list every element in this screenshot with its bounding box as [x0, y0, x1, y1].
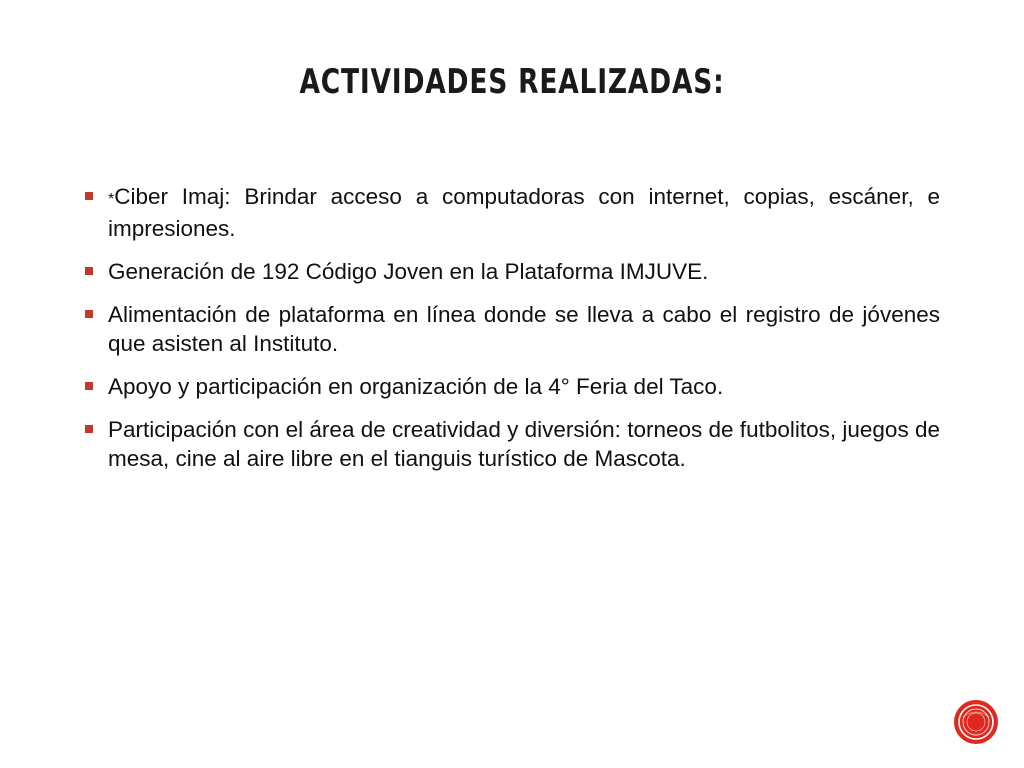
circle-logo-icon [953, 699, 999, 745]
square-bullet-icon [85, 382, 93, 390]
square-bullet-icon [85, 267, 93, 275]
list-item [84, 300, 940, 358]
list-item [84, 415, 940, 473]
bullet-prefix: * [108, 191, 115, 208]
list-item [84, 372, 940, 401]
bullet-list [84, 182, 940, 487]
bullet-text: Generación de 192 Código Joven en la Plataforma IMJUVE. [108, 259, 709, 284]
bullet-text: Apoyo y participación en organización de la 4° Feria del Taco. [108, 374, 724, 399]
square-bullet-icon [85, 192, 93, 200]
bullet-text: Participación con el área de creatividad y diversión: torneos de futbolitos, juegos de mesa, cine al aire libre en el tianguis turístico de Mascota. [108, 417, 940, 471]
list-item [84, 257, 940, 286]
list-item [84, 182, 940, 243]
bullet-text: Alimentación de plataforma en línea donde se lleva a cabo el registro de jóvenes que asisten al Instituto. [108, 302, 940, 356]
square-bullet-icon [85, 425, 93, 433]
square-bullet-icon [85, 310, 93, 318]
slide-title: ACTIVIDADES REALIZADAS: [299, 62, 725, 102]
bullet-text: Ciber Imaj: Brindar acceso a computadoras con internet, copias, escáner, e impresiones. [108, 184, 940, 241]
